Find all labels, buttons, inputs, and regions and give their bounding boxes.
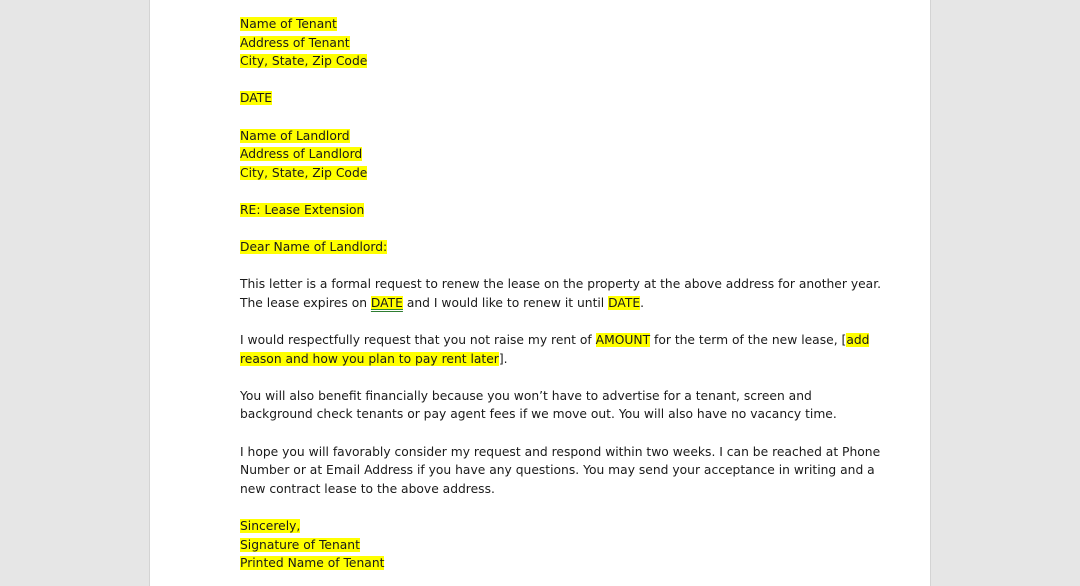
p2-suffix: ]. [498, 351, 508, 366]
p2-middle: for the term of the new lease, [ [650, 333, 847, 348]
tenant-name: Name of Tenant [240, 17, 337, 31]
p3-text1: You will also benefit financially because you won’t have to advertise for a tenant, screen and [240, 388, 812, 403]
reason-end: reason and how you plan to pay rent later [240, 351, 499, 366]
landlord-name: Name of Landlord [240, 128, 350, 143]
p1-text: This letter is a formal request to renew the lease on the property at the above address for another year. [240, 277, 882, 292]
p3-text2: background check tenants or pay agent fees if we move out. You will also have no vacancy time. [240, 407, 837, 422]
closing-line [240, 517, 850, 536]
landlord-name-line [240, 127, 850, 146]
letter-date: DATE [240, 91, 272, 106]
spacer [240, 182, 850, 201]
p1-suffix: . [640, 295, 645, 310]
p1-prefix: The lease expires on [240, 295, 371, 310]
p1-middle: and I would like to renew it until [402, 295, 609, 310]
letter-body[interactable] [240, 15, 882, 573]
expiry-date: DATE [370, 295, 403, 310]
closing-printed-name: Printed Name of Tenant [240, 556, 385, 571]
closing-sincerely: Sincerely, [240, 519, 301, 534]
rent-amount: AMOUNT [595, 333, 651, 348]
tenant-city-line [240, 52, 850, 71]
landlord-address: Address of Landlord [240, 147, 363, 162]
paragraph4-line3 [240, 480, 850, 499]
spacer [240, 424, 850, 443]
paragraph2-line1 [240, 331, 870, 350]
p4-text2: Number or at Email Address if you have any questions. You may send your acceptance in writing and a [240, 463, 875, 478]
closing-signature: Signature of Tenant [240, 537, 360, 552]
date-line [240, 89, 850, 108]
tenant-address-line [240, 34, 850, 53]
renewal-date: DATE [608, 295, 641, 310]
spacer [240, 71, 850, 90]
re-subject: RE: Lease Extension [240, 202, 365, 217]
tenant-name-line [240, 15, 850, 34]
p2-prefix: I would respectfully request that you not raise my rent of [240, 333, 596, 348]
tenant-city: City, State, Zip Code [240, 54, 368, 69]
p4-text1: I hope you will favorably consider my request and respond within two weeks. I can be reached at Phone [240, 444, 881, 459]
spacer [240, 108, 850, 127]
paragraph1-line1 [240, 275, 882, 294]
spacer [240, 257, 850, 276]
paragraph3-line1 [240, 387, 850, 406]
spacer [240, 498, 850, 517]
signature-line [240, 536, 850, 555]
document-page[interactable] [149, 0, 931, 586]
paragraph2-line2 [240, 350, 850, 369]
tenant-address: Address of Tenant [240, 35, 350, 50]
printed-name-line [240, 554, 850, 573]
paragraph4-line2 [240, 461, 875, 480]
spacer [240, 313, 850, 332]
p4-text3: new contract lease to the above address. [240, 481, 495, 496]
re-line [240, 201, 850, 220]
spacer [240, 220, 850, 239]
reason-start: add [846, 333, 870, 348]
spacer [240, 368, 850, 387]
landlord-address-line [240, 145, 850, 164]
salutation-line [240, 238, 850, 257]
landlord-city-line [240, 164, 850, 183]
paragraph1-line2 [240, 294, 850, 313]
paragraph4-line1 [240, 443, 881, 462]
salutation: Dear Name of Landlord: [240, 240, 388, 255]
paragraph3-line2 [240, 405, 850, 424]
landlord-city: City, State, Zip Code [240, 165, 368, 180]
